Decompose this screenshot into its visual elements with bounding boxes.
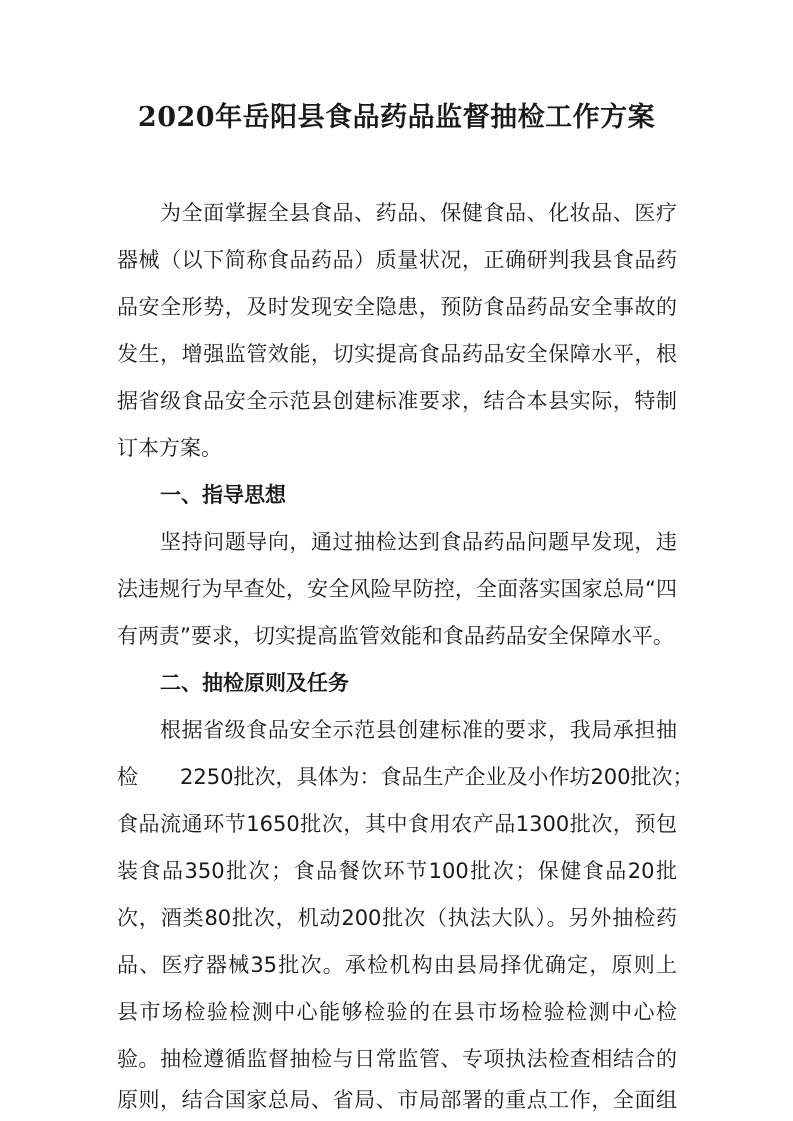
section2-line: 品、医疗器械35批次。承检机构由县局择优确定，原则上 bbox=[117, 953, 677, 977]
section2-line: 装食品350批次；食品餐饮环节100批次；保健食品20批 bbox=[117, 859, 677, 883]
section2-line: 食品流通环节1650批次，其中食用农产品1300批次，预包 bbox=[117, 812, 677, 836]
intro-line: 据省级食品安全示范县创建标准要求，结合本县实际，特制 bbox=[117, 389, 677, 413]
intro-line: 品安全形势，及时发现安全隐患，预防食品药品安全事故的 bbox=[117, 295, 677, 319]
section-heading-principles-tasks: 二、抽检原则及任务 bbox=[160, 671, 349, 695]
section1-line: 坚持问题导向，通过抽检达到食品药品问题早发现，违 bbox=[160, 530, 677, 554]
document-title: 2020年岳阳县食品药品监督抽检工作方案 bbox=[137, 102, 656, 133]
section1-line: 法违规行为早查处，安全风险早防控，全面落实国家总局“四 bbox=[117, 577, 677, 601]
section2-line: 根据省级食品安全示范县创建标准的要求，我局承担抽 bbox=[160, 718, 677, 742]
intro-line: 器械（以下简称食品药品）质量状况，正确研判我县食品药 bbox=[117, 248, 677, 272]
section2-line: 次，酒类80批次，机动200批次（执法大队）。另外抽检药 bbox=[117, 906, 677, 930]
section2-line: 验。抽检遵循监督抽检与日常监管、专项执法检查相结合的 bbox=[117, 1047, 677, 1071]
intro-line: 为全面掌握全县食品、药品、保健食品、化妆品、医疗 bbox=[160, 201, 677, 225]
section-heading-guiding-ideology: 一、指导思想 bbox=[160, 483, 286, 507]
intro-line: 订本方案。 bbox=[117, 436, 222, 460]
section1-line: 有两责”要求，切实提高监管效能和食品药品安全保障水平。 bbox=[117, 624, 674, 648]
section2-line: 检 2250批次，具体为：食品生产企业及小作坊200批次； bbox=[117, 765, 694, 789]
section2-line: 县市场检验检测中心能够检验的在县市场检验检测中心检 bbox=[117, 1000, 677, 1024]
section2-line: 原则，结合国家总局、省局、市局部署的重点工作，全面组 bbox=[117, 1088, 677, 1112]
intro-line: 发生，增强监管效能，切实提高食品药品安全保障水平，根 bbox=[117, 342, 677, 366]
